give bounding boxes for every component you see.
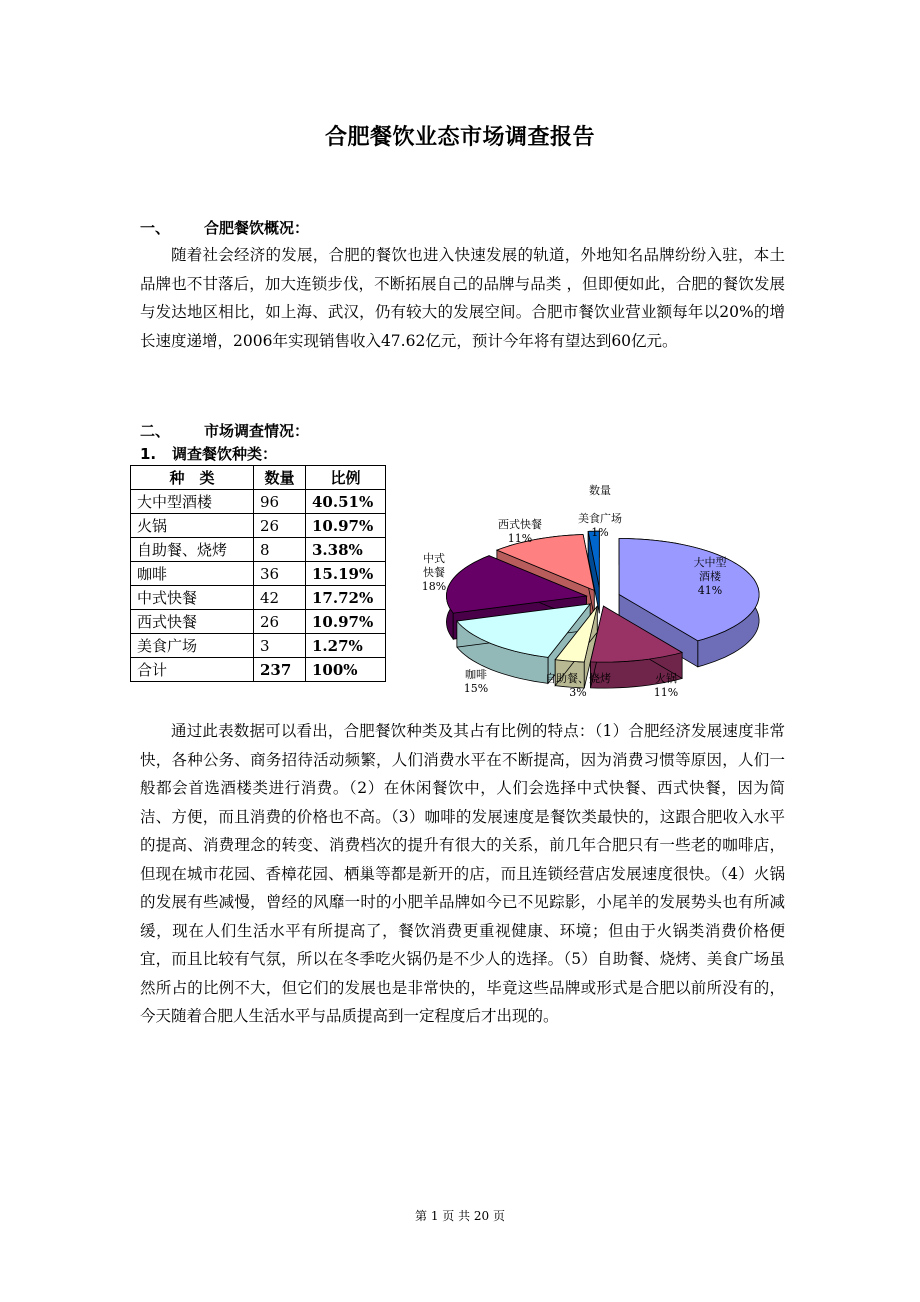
table-cell-category: 大中型酒楼: [131, 490, 254, 514]
pie-label-line: 3%: [569, 686, 587, 699]
analysis-text: 通过此表数据可以看出，合肥餐饮种类及其占有比例的特点：（1）合肥经济发展速度非常快，各种公务、商务招待活动频繁，人们消费水平在不断提高，因为消费习惯等原因，人们一般都会首选酒楼类进行消费。（2）在休闲餐饮中，人们会选择中式快餐、西式快餐，因为简洁、方便，而且消费的价格也不高。（3）咖啡的发展速度是餐饮类最快的，这跟合肥收入水平的提高、消费理念的转变、消费档次的提升有很大的关系，前几年合肥只有一些老的咖啡店，但现在城市花园、香樟花园、栖巢等都是新开的店，而且连锁经营店发展速度很快。（4）火锅的发展有些减慢，曾经的风靡一时的小肥羊品牌如今已不见踪影，小尾羊的发展势头也有所减缓，现在人们生活水平有所提高了，餐饮消费更重视健康、环境；但由于火锅类消费价格便宜，而且比较有气氛，所以在冬季吃火锅仍是不少人的选择。（5）自助餐、烧烤、美食广场虽然所占的比例不大，但它们的发展也是非常快的，毕竟这些品牌或形式是合肥以前所没有的，今天随着合肥人生活水平与品质提高到一定程度后才出现的。: [140, 722, 785, 1025]
table-cell-count: 96: [254, 490, 306, 514]
section2-number: 二、: [140, 422, 171, 440]
table-row: [131, 538, 386, 562]
table-row: [131, 514, 386, 538]
table-cell-ratio: 10.97%: [306, 610, 386, 634]
section1-number: 一、: [140, 219, 171, 237]
pie-label-line: 41%: [697, 584, 723, 597]
pie-label-line: 大中型: [693, 556, 727, 569]
pie-label-line: 西式快餐: [498, 518, 542, 531]
table-header-category: 种 类: [131, 466, 254, 490]
table-cell-category: 合计: [131, 658, 254, 682]
table-cell-count: 3: [254, 634, 306, 658]
table-header-ratio: 比例: [306, 466, 386, 490]
table-cell-category: 自助餐、烧烤: [131, 538, 254, 562]
table-total-row: [131, 658, 386, 682]
analysis-paragraph: [140, 717, 785, 1031]
table-cell-category: 西式快餐: [131, 610, 254, 634]
pie-label-line: 咖啡: [465, 668, 487, 681]
pie-label-line: 美食广场: [578, 512, 622, 525]
table-cell-count: 36: [254, 562, 306, 586]
section1-paragraph: [140, 241, 785, 355]
pie-label-line: 快餐: [423, 566, 445, 579]
pie-label-line: 15%: [463, 682, 489, 695]
table-cell-category: 咖啡: [131, 562, 254, 586]
table-cell-count: 42: [254, 586, 306, 610]
subsection-heading: [140, 443, 277, 464]
pie-label-line: 1%: [591, 526, 609, 539]
table-header-row: [131, 466, 386, 490]
pie-label-line: 18%: [421, 580, 447, 593]
table-cell-count: 8: [254, 538, 306, 562]
pie-label-line: 11%: [653, 686, 679, 699]
section1-title: 合肥餐饮概况：: [204, 219, 310, 237]
pie-label-line: 自助餐、烧烤: [545, 672, 611, 685]
table-row: [131, 562, 386, 586]
table-cell-count: 26: [254, 610, 306, 634]
table-cell-ratio: 15.19%: [306, 562, 386, 586]
pie-chart-svg: [410, 470, 800, 710]
table-header-count: 数量: [254, 466, 306, 490]
table-row: [131, 586, 386, 610]
table-cell-category: 中式快餐: [131, 586, 254, 610]
section2-title: 市场调查情况：: [204, 422, 310, 440]
section1-text: 随着社会经济的发展，合肥的餐饮也进入快速发展的轨道，外地知名品牌纷纷入驻，本土品牌也不甘落后，加大连锁步伐，不断拓展自己的品牌与品类 ，但即便如此，合肥的餐饮发展与发达地区相比，如上海、武汉，仍有较大的发展空间。合肥市餐饮业营业额每年以20%的增长速度递增，2006年实现销售收入47.62亿元，预计今年将有望达到60亿元。: [140, 246, 785, 350]
category-table: [130, 465, 386, 682]
pie-label-line: 酒楼: [699, 570, 721, 583]
table-cell-ratio: 40.51%: [306, 490, 386, 514]
pie-slice-label: [578, 511, 622, 539]
table-row: [131, 634, 386, 658]
table-row: [131, 610, 386, 634]
table-cell-ratio: 100%: [306, 658, 386, 682]
table-cell-ratio: 1.27%: [306, 634, 386, 658]
table-cell-category: 美食广场: [131, 634, 254, 658]
pie-slice-label: [422, 551, 446, 593]
pie-chart: [410, 470, 800, 710]
page-footer: 第 1 页 共 20 页: [415, 1209, 505, 1223]
table-cell-count: 26: [254, 514, 306, 538]
pie-label-line: 11%: [507, 532, 533, 545]
table-cell-ratio: 3.38%: [306, 538, 386, 562]
pie-slice-label: [464, 667, 488, 695]
pie-label-line: 火锅: [655, 672, 677, 685]
section1-heading: [140, 217, 309, 238]
pie-label-line: 中式: [423, 552, 445, 565]
table-row: [131, 490, 386, 514]
table-cell-ratio: 17.72%: [306, 586, 386, 610]
page-title: 合肥餐饮业态市场调查报告: [324, 125, 595, 150]
table-cell-count: 237: [254, 658, 306, 682]
chart-title: 数量: [589, 484, 611, 497]
table-cell-category: 火锅: [131, 514, 254, 538]
section2-heading: [140, 420, 309, 441]
pie-slice-label: [654, 671, 678, 699]
table-cell-ratio: 10.97%: [306, 514, 386, 538]
subsection-number: 1.: [140, 445, 157, 463]
subsection-title: 调查餐饮种类：: [172, 445, 278, 463]
